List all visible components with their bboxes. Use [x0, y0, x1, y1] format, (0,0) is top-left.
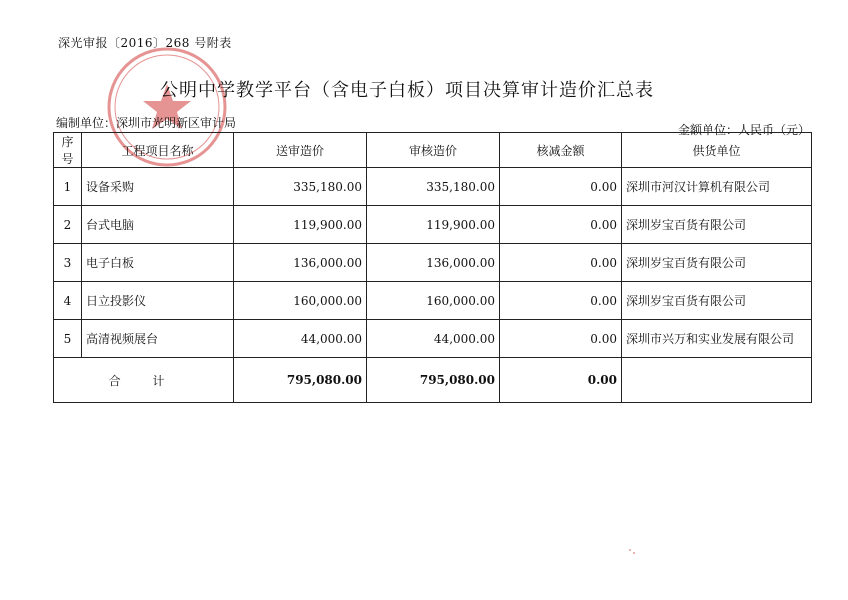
row-supplier: 深圳岁宝百货有限公司: [622, 244, 812, 282]
row-audited-cost: 136,000.00: [367, 244, 500, 282]
column-header-supplier: 供货单位: [622, 133, 812, 168]
scan-speck: [629, 549, 631, 551]
row-reduction: 0.00: [500, 320, 622, 358]
row-supplier: 深圳市兴万和实业发展有限公司: [622, 320, 812, 358]
total-row: [54, 358, 812, 403]
row-submitted-cost: 44,000.00: [234, 320, 367, 358]
row-supplier: 深圳岁宝百货有限公司: [622, 282, 812, 320]
table-row: [54, 282, 812, 320]
row-project-name: 台式电脑: [82, 206, 234, 244]
row-project-name: 日立投影仪: [82, 282, 234, 320]
total-supplier: [622, 358, 812, 403]
row-audited-cost: 119,900.00: [367, 206, 500, 244]
row-submitted-cost: 160,000.00: [234, 282, 367, 320]
table-header-row: [54, 133, 812, 168]
row-submitted-cost: 136,000.00: [234, 244, 367, 282]
column-header-audited-cost: 审核造价: [367, 133, 500, 168]
column-header-project-name: 工程项目名称: [82, 133, 234, 168]
audit-summary-table: [53, 132, 812, 403]
document-reference: 深光审报〔2016〕268 号附表: [58, 36, 232, 50]
currency-unit: 金额单位：人民币（元）: [678, 123, 811, 137]
row-audited-cost: 160,000.00: [367, 282, 500, 320]
row-submitted-cost: 119,900.00: [234, 206, 367, 244]
column-header-no: 序号: [54, 133, 82, 168]
total-label: 合 计: [54, 358, 234, 403]
row-audited-cost: 44,000.00: [367, 320, 500, 358]
row-reduction: 0.00: [500, 168, 622, 206]
total-reduction: 0.00: [500, 358, 622, 403]
prepared-by-unit: 编制单位：深圳市光明新区审计局: [56, 116, 237, 130]
row-reduction: 0.00: [500, 244, 622, 282]
row-no: 5: [54, 320, 82, 358]
row-supplier: 深圳岁宝百货有限公司: [622, 206, 812, 244]
row-no: 4: [54, 282, 82, 320]
table-row: [54, 320, 812, 358]
row-project-name: 高清视频展台: [82, 320, 234, 358]
table-row: [54, 206, 812, 244]
table-row: [54, 168, 812, 206]
row-no: 1: [54, 168, 82, 206]
row-no: 3: [54, 244, 82, 282]
row-reduction: 0.00: [500, 282, 622, 320]
total-submitted-cost: 795,080.00: [234, 358, 367, 403]
row-supplier: 深圳市河汉计算机有限公司: [622, 168, 812, 206]
row-no: 2: [54, 206, 82, 244]
row-audited-cost: 335,180.00: [367, 168, 500, 206]
row-project-name: 电子白板: [82, 244, 234, 282]
table-row: [54, 244, 812, 282]
row-project-name: 设备采购: [82, 168, 234, 206]
row-submitted-cost: 335,180.00: [234, 168, 367, 206]
column-header-reduction: 核减金额: [500, 133, 622, 168]
scan-speck: [633, 552, 635, 554]
document-title: 公明中学教学平台（含电子白板）项目决算审计造价汇总表: [160, 80, 654, 101]
row-reduction: 0.00: [500, 206, 622, 244]
column-header-submitted-cost: 送审造价: [234, 133, 367, 168]
total-audited-cost: 795,080.00: [367, 358, 500, 403]
